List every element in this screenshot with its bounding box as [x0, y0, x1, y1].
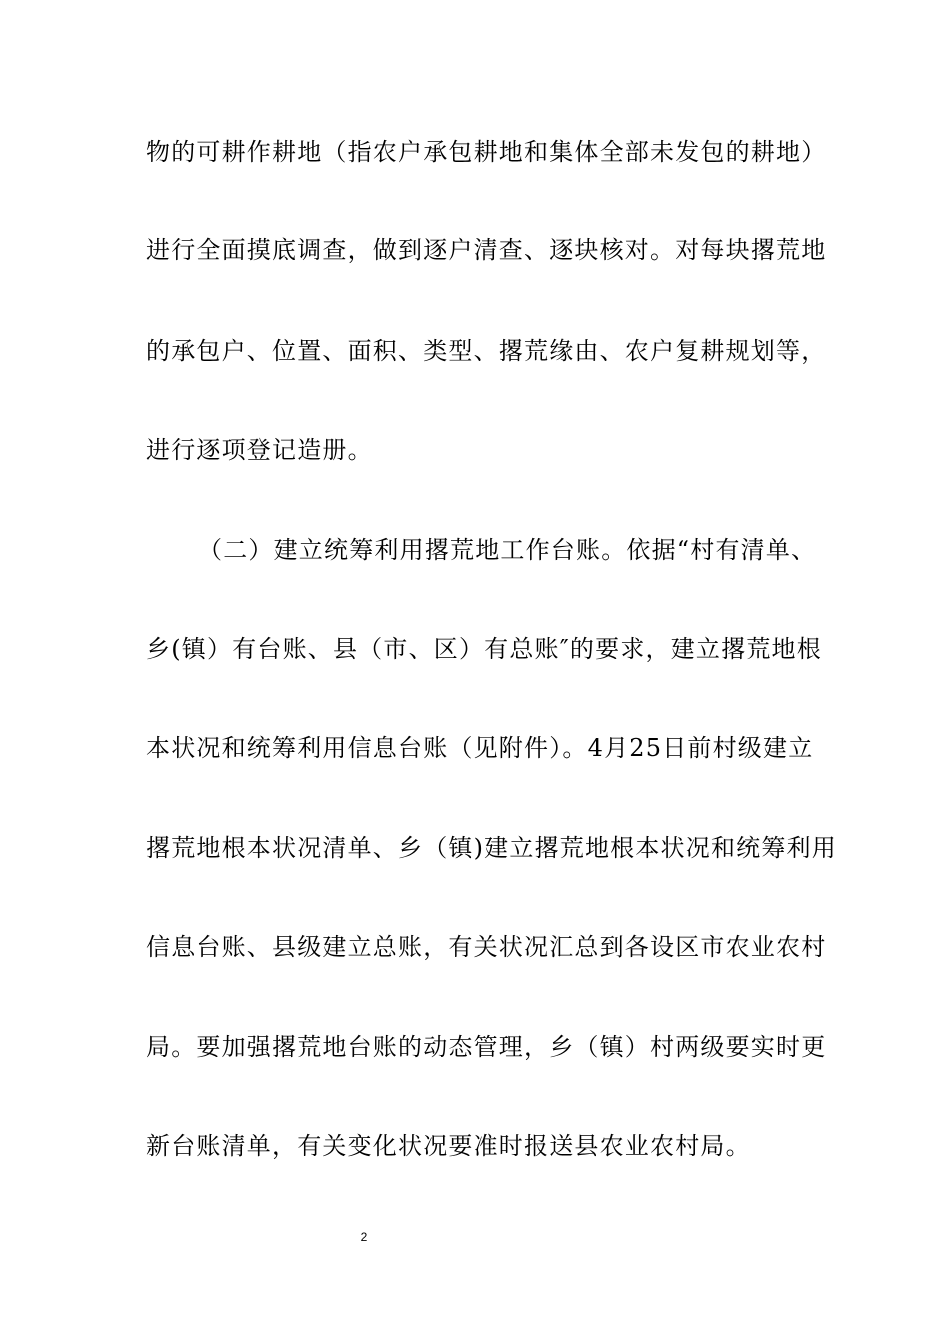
text-line-10: 局。要加强撂荒地台账的动态管理，乡（镇）村两级要实时更	[146, 1033, 827, 1061]
text-line-5-section-heading: （二）建立统筹利用撂荒地工作台账。依据“村有清单、	[198, 536, 817, 564]
text-line-4: 进行逐项登记造册。	[146, 436, 373, 464]
text-line-8: 撂荒地根本状况清单、乡（镇)建立撂荒地根本状况和统筹利用	[146, 834, 837, 862]
page-number: 2	[360, 1230, 368, 1244]
text-line-3: 的承包户、位置、面积、类型、撂荒缘由、农户复耕规划等，	[146, 337, 827, 365]
text-line-11: 新台账清单，有关变化状况要准时报送县农业农村局。	[146, 1132, 751, 1160]
text-line-9: 信息台账、县级建立总账，有关状况汇总到各设区市农业农村	[146, 933, 827, 961]
text-line-1: 物的可耕作耕地（指农户承包耕地和集体全部未发包的耕地）	[146, 138, 827, 166]
text-line-6: 乡(镇）有台账、县（市、区）有总账″的要求，建立撂荒地根	[146, 635, 822, 663]
text-line-7: 本状况和统筹利用信息台账（见附件）。4月25日前村级建立	[146, 734, 814, 762]
text-line-2: 进行全面摸底调查，做到逐户清查、逐块核对。对每块撂荒地	[146, 236, 827, 264]
